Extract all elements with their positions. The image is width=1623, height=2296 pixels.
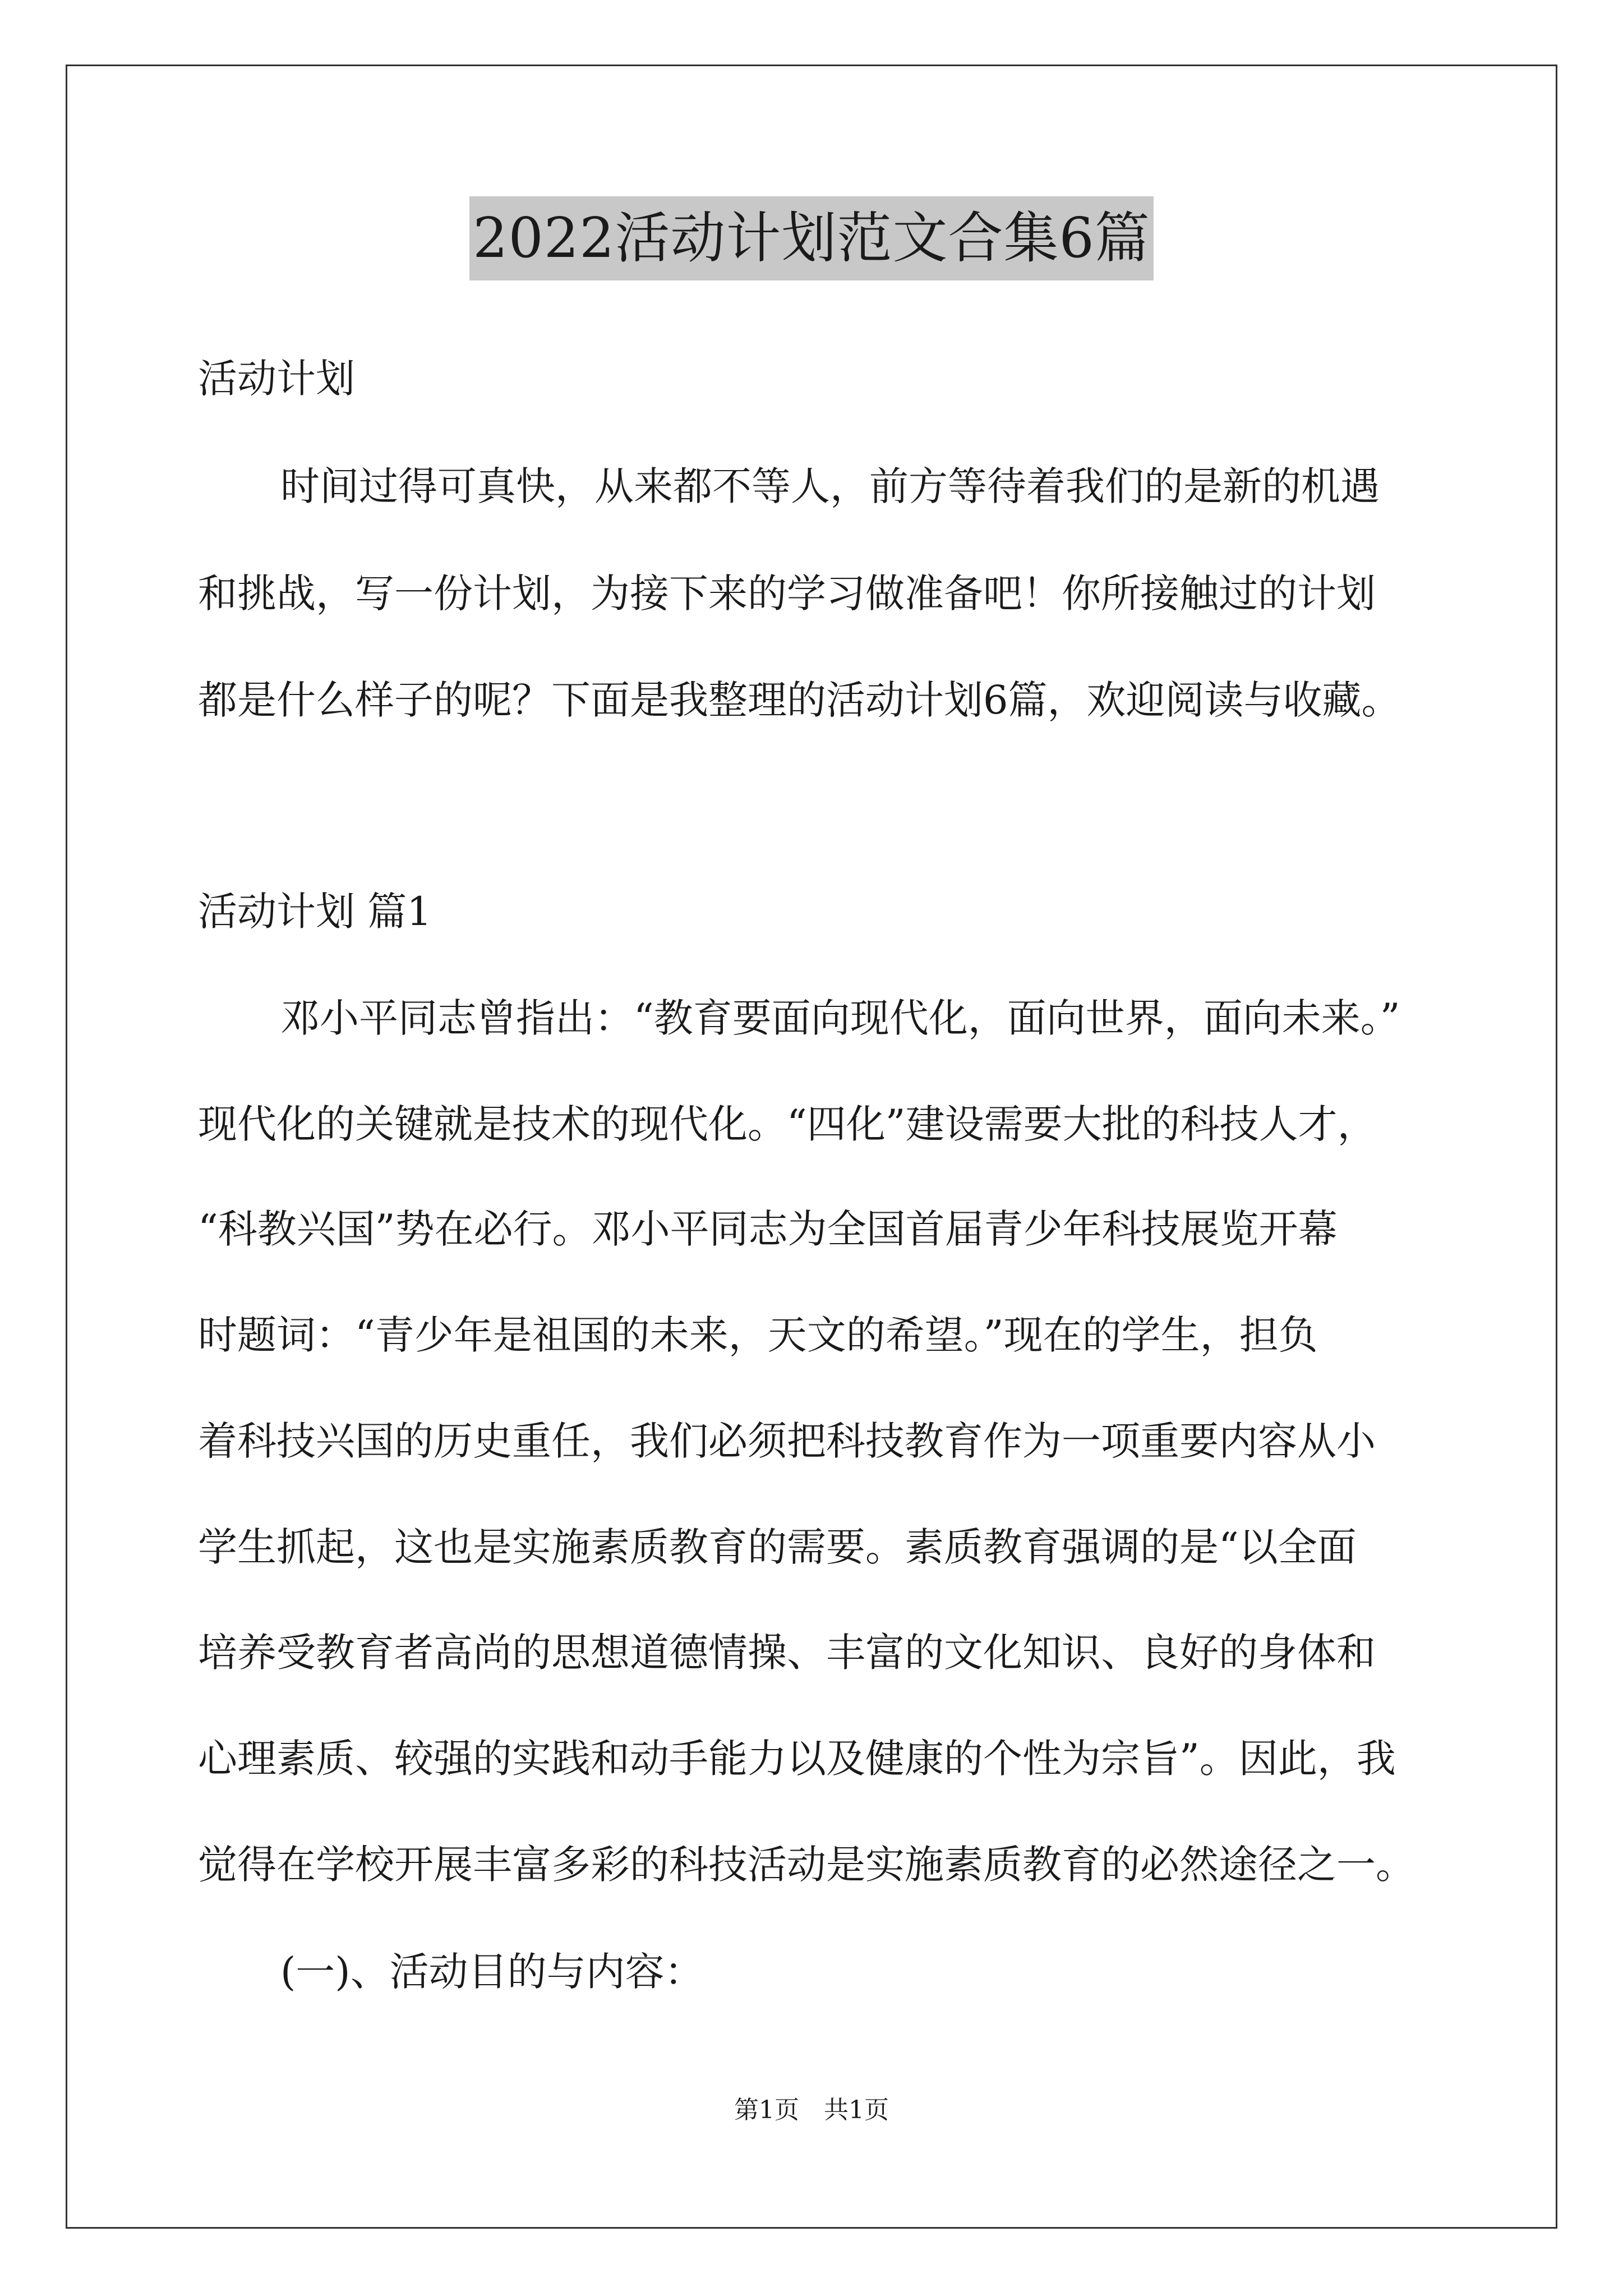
section-paragraph-line: 着科技兴国的历史重任，我们必须把科技教育作为一项重要内容从小 [198,1418,1376,1464]
section-paragraph-line: 培养受教育者高尚的思想道德情操、丰富的文化知识、良好的身体和 [198,1630,1376,1676]
section-heading: 活动计划 篇1 [198,889,432,935]
section-paragraph-line: 心理素质、较强的实践和动手能力以及健康的个性为宗旨”。因此，我 [198,1736,1396,1782]
section-paragraph-line: 学生抓起，这也是实施素质教育的需要。素质教育强调的是“以全面 [198,1524,1357,1570]
page-footer: 第1页 共1页 [734,2096,889,2124]
title-container [0,196,1623,280]
section-paragraph-line: 时题词：“青少年是祖国的未来，天文的希望。”现在的学生，担负 [198,1312,1318,1358]
intro-paragraph-line: 和挑战，写一份计划，为接下来的学习做准备吧！你所接触过的计划 [198,570,1376,616]
section-paragraph-line: 觉得在学校开展丰富多彩的科技活动是实施素质教育的必然途径之一。 [198,1842,1415,1888]
subheading: (一)、活动目的与内容： [280,1949,704,1995]
document-title: 2022活动计划范文合集6篇 [469,196,1154,280]
section-paragraph-line: “科教兴国”势在必行。邓小平同志为全国首届青少年科技展览开幕 [198,1206,1338,1252]
intro-paragraph-line: 都是什么样子的呢？下面是我整理的活动计划6篇，欢迎阅读与收藏。 [198,677,1401,723]
intro-paragraph-line: 时间过得可真快，从来都不等人，前方等待着我们的是新的机遇 [280,463,1380,509]
section-paragraph-line: 现代化的关键就是技术的现代化。“四化”建设需要大批的科技人才， [198,1101,1377,1147]
intro-heading: 活动计划 [198,356,355,402]
section-paragraph-line: 邓小平同志曾指出：“教育要面向现代化，面向世界，面向未来。” [280,995,1400,1041]
